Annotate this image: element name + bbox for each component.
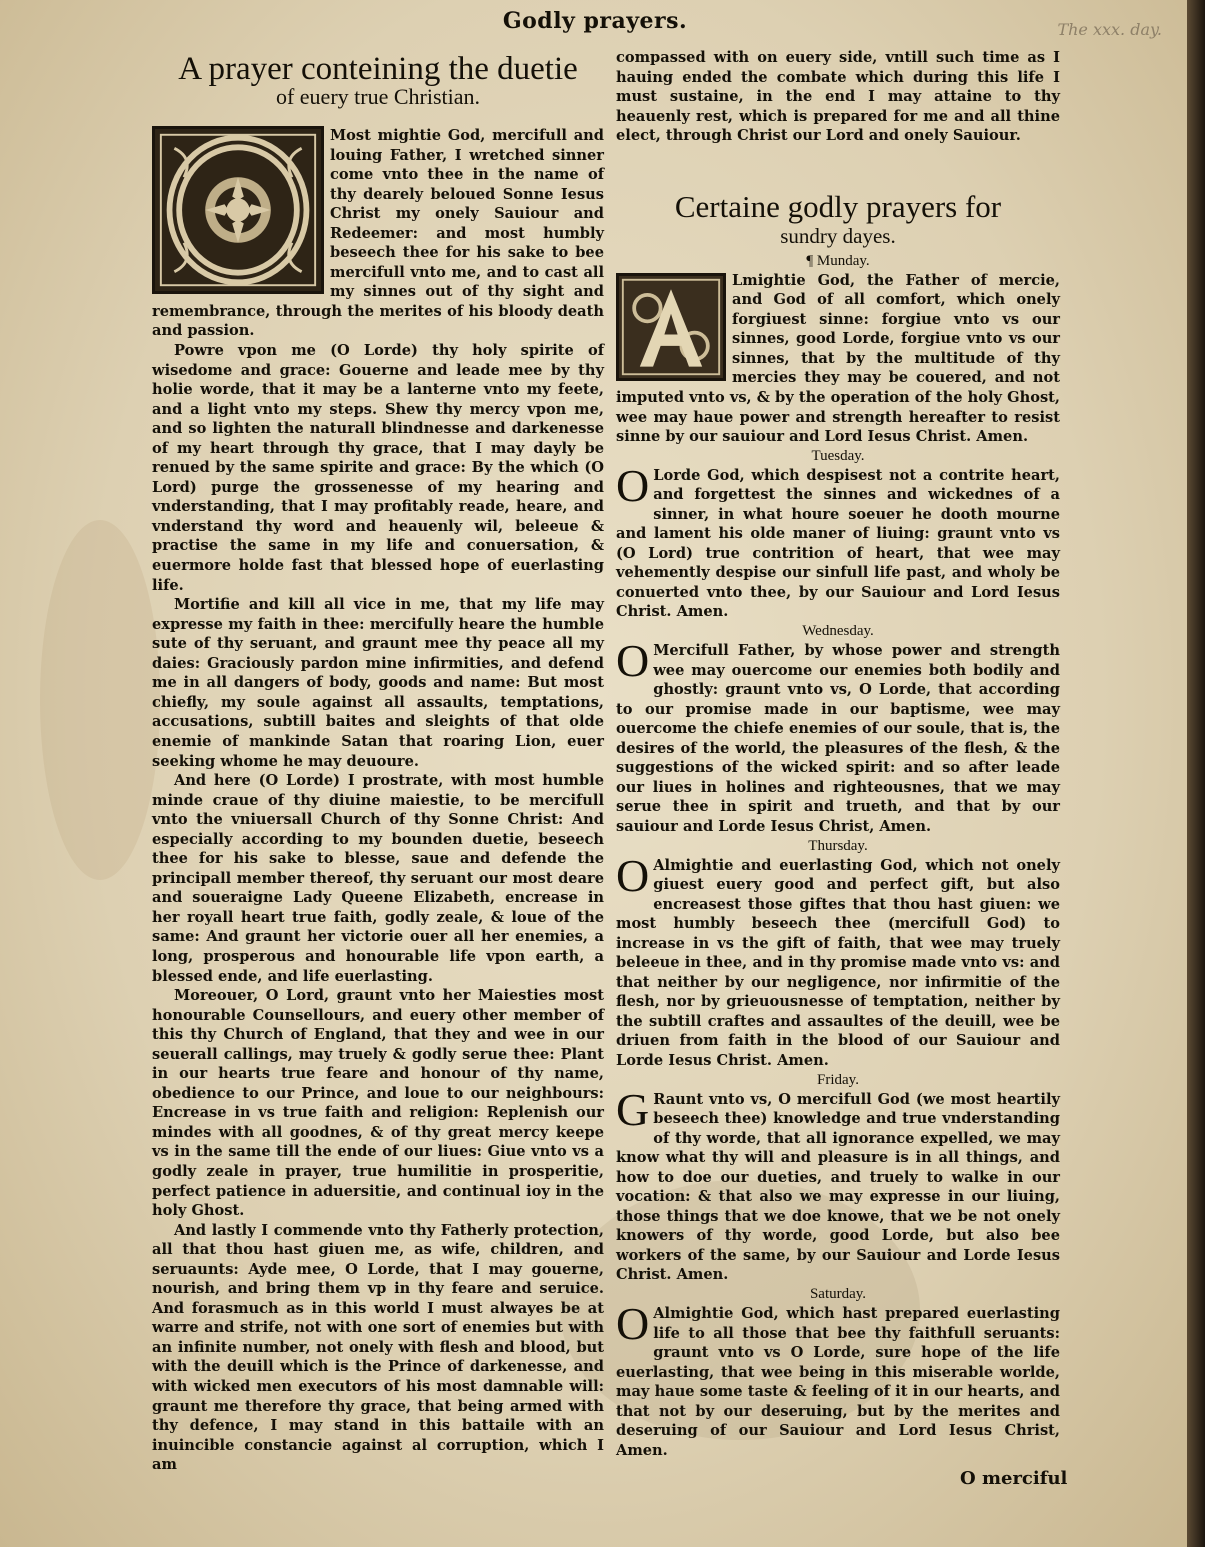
paper-stain [40, 520, 160, 880]
prayer-paragraph-3: Mortifie and kill all vice in me, that my life may expresse my faith in thee: mercifully heare the humble sute of thy seruant, and graunt mee thy peace all my daies: Graciously pardon mine infirmities, and defend me in all dangers of body, goods and name: But most chiefly, my soule against all assaults, temptations, accusations, subtill baites and sleights of that olde enemie of mankinde Satan that roaring Lion, euer seeking whome he may deuoure. [152, 596, 604, 770]
floral-initial-icon [155, 129, 321, 291]
prayer-thursday-text: Almightie and euerlasting God, which not onely giuest euery good and perfect gift, but also encreasest those giftes that thou hast giuen: we most humbly beseech thee (mercifull God) to increase in vs the gift of faith, that wee may truely beleeue in thee, and in thy promise made vnto vs: and that neither by our negligence, nor infirmitie of the flesh, nor by grieuousnesse of temptation, neither by the subtill craftes and assaultes of the deuill, wee be driuen from faith in the blood of our Sauiour and Lorde Iesus Christ. Amen. [616, 856, 1060, 1069]
right-column [616, 48, 1060, 1460]
running-head: Godly prayers. [502, 8, 688, 34]
prayer-continuation: compassed with on euery side, vntill such time as I hauing ended the combate which during this life I must sustaine, in the end I may attaine to thy heauenly rest, which is prepared for me and all thine elect, through Christ our Lord and onely Sauiour. [616, 49, 1060, 145]
prayer-paragraph-5: Moreouer, O Lord, graunt vnto her Maiesties most honourable Counsellours, and euery other member of this thy Church of England, that they and wee in our seuerall callings, may truely & godly serue thee: Plant in our hearts true feare and honour of thy name, obedience to our Prince, and loue to our neighbours: Encrease in vs true faith and religion: Replenish our mindes with all goodnes, & of thy great mercy keepe vs in the same till the ende of our liues: Giue vnto vs a godly zeale in prayer, true humilitie in prosperitie, perfect patience in aduersitie, and continual ioy in the holy Ghost. [152, 987, 604, 1220]
prayer-subtitle: of euery true Christian. [275, 84, 481, 109]
prayer-saturday-text: Almightie God, which hast prepared euerlasting life to all those that bee thy faithfull seruants: graunt vnto vs O Lorde, sure hope of the life euerlasting, that wee being in this miserable worlde, may haue some taste & feeling of it in our hearts, and that not by our deseruing, but by the merites and deseruing of our Sauiour and Lord Iesus Christ, Amen. [616, 1304, 1060, 1459]
prayer-title: A prayer conteining the duetie [178, 51, 578, 87]
prayer-friday [616, 1083, 1060, 1285]
section-title: Certaine godly prayers for [674, 188, 1002, 224]
ornamental-initial-o-icon [152, 126, 324, 294]
left-column [152, 48, 604, 1475]
bleed-through-text: The xxx. day. [1057, 20, 1162, 39]
initial-letter: O [616, 459, 650, 511]
prayer-paragraph-6: And lastly I commende vnto thy Fatherly protection, all that thou hast giuen me, as wife, children, and seruaunts: Ayde mee, O Lorde, that I may gouerne, nourish, and bring them vp in thy feare and seruice. And forasmuch as in this world I must alwayes be at warre and strife, not with one sort of enemies but with an infinite number, not onely with flesh and blood, but with the deuill which is the Prince of darkenesse, and with wicked men executors of his most damnable will: graunt me therefore thy grace, that being armed with thy defence, I may stand in this battaile with an inuincible constancie against al corruption, which I am [152, 1221, 604, 1474]
section-subtitle: sundry dayes. [780, 223, 896, 248]
prayer-paragraph-4: And here (O Lorde) I prostrate, with most humble minde craue of thy diuine maiestie, to be mercifull vnto the vniuersall Church of thy Sonne Christ: And especially according to my bounden duetie, beseech thee for his sake to blesse, saue and defende the principall member thereof, thy seruant our most deare and soueraigne Lady Queene Elizabeth, encrease in her royall heart true faith, godly zeale, & loue of the same: And graunt her victorie ouer all her enemies, a long, prosperous and honourable life vpon earth, a blessed ende, and life euerlasting. [152, 772, 604, 985]
day-heading-friday: Friday. [817, 1071, 859, 1088]
initial-letter: O [616, 635, 650, 687]
prayer-friday-text: Raunt vnto vs, O mercifull God (we most heartily beseech thee) knowledge and true vnderstanding of thy worde, that all ignorance expelled, we may know what thy will and pleasure is in all things, and how to doe our dueties, and truely to walke in our vocation: & that also we may expresse in our liuing, those things that we doe knowe, that we be not onely knowers of thy worde, good Lorde, but also bee workers of the same, by our Sauiour and Lorde Iesus Christ. Amen. [616, 1090, 1060, 1284]
day-heading-tuesday: Tuesday. [811, 447, 865, 464]
book-spine-edge [1187, 0, 1205, 1547]
prayer-wednesday-text: Mercifull Father, by whose power and strength wee may ouercome our enemies both bodily and ghostly: graunt vnto vs, O Lorde, that according to our promise made in our baptisme, wee may ouercome the chiefe enemies of our soule, that is, the desires of the world, the pleasures of the flesh, & the suggestions of the wicked spirit: and so after leade our liues in holines and righteousnes, that we may serue thee in spirit and trueth, and that by our sauiour and Lorde Iesus Christ, Amen. [616, 642, 1060, 835]
day-heading-thursday: Thursday. [808, 837, 868, 854]
initial-letter: O [616, 1297, 650, 1349]
prayer-saturday [616, 1297, 1060, 1460]
initial-letter: O [616, 849, 650, 901]
day-heading-saturday: Saturday. [809, 1285, 867, 1302]
day-heading-monday: ¶ Munday. [806, 252, 870, 269]
floral-initial-icon [619, 276, 723, 378]
day-heading-wednesday: Wednesday. [802, 623, 874, 640]
prayer-paragraph-1: Most mightie God, mercifull and louing Father, I wretched sinner come vnto thee in the name of thy dearely beloued Sonne Iesus Christ my onely Sauiour and Redeemer: and most humbly beseech thee for his sake to bee mercifull vnto me, and to cast all my sinnes out of thy sight and remembrance, through the merites of his bloody death and passion. [152, 127, 604, 340]
ornamental-initial-a-icon [616, 273, 726, 381]
prayer-wednesday [616, 635, 1060, 836]
prayer-thursday [616, 849, 1060, 1071]
catchword: O merciful [960, 1468, 1068, 1489]
initial-letter: G [616, 1083, 650, 1135]
prayer-monday: Lmightie God, the Father of mercie, and God of all comfort, which onely forgiuest sinne: forgiue vnto vs our sinnes, good Lorde, forgiue vnto vs our sinnes, that by the multitude of thy mercies they may be couered, and not imputed vnto vs, & by the operation of the holy Ghost, wee may haue power and strength hereafter to resist sinne by our sauiour and Lord Iesus Christ. Amen. [616, 271, 1060, 446]
prayer-paragraph-2: Powre vpon me (O Lorde) thy holy spirite of wisedome and grace: Gouerne and leade mee by thy holie worde, that it may be a lanterne vnto my feete, and a light vnto my steps. Shew thy mercy vpon me, and so lighten the naturall blindnesse and darkenesse of my heart through thy grace, that I may dayly be renued by the same spirite and grace: By the which (O Lord) purge the grossenesse of my hearing and vnderstanding, that I may profitably reade, heare, and vnderstand thy word and heauenly wil, beleeue & practise the same in my life and conuersation, & euermore holde fast that blessed hope of euerlasting life. [152, 342, 604, 594]
prayer-tuesday [616, 459, 1060, 622]
prayer-tuesday-text: Lorde God, which despisest not a contrite heart, and forgettest the sinnes and wickednes of a sinner, in what houre soeuer he dooth mourne and lament his olde maner of liuing: graunt vnto vs (O Lord) true contrition of heart, that wee may vehemently despise our sinfull life past, and wholy be conuerted vnto thee, by our Sauiour and Lord Iesus Christ. Amen. [616, 466, 1060, 621]
